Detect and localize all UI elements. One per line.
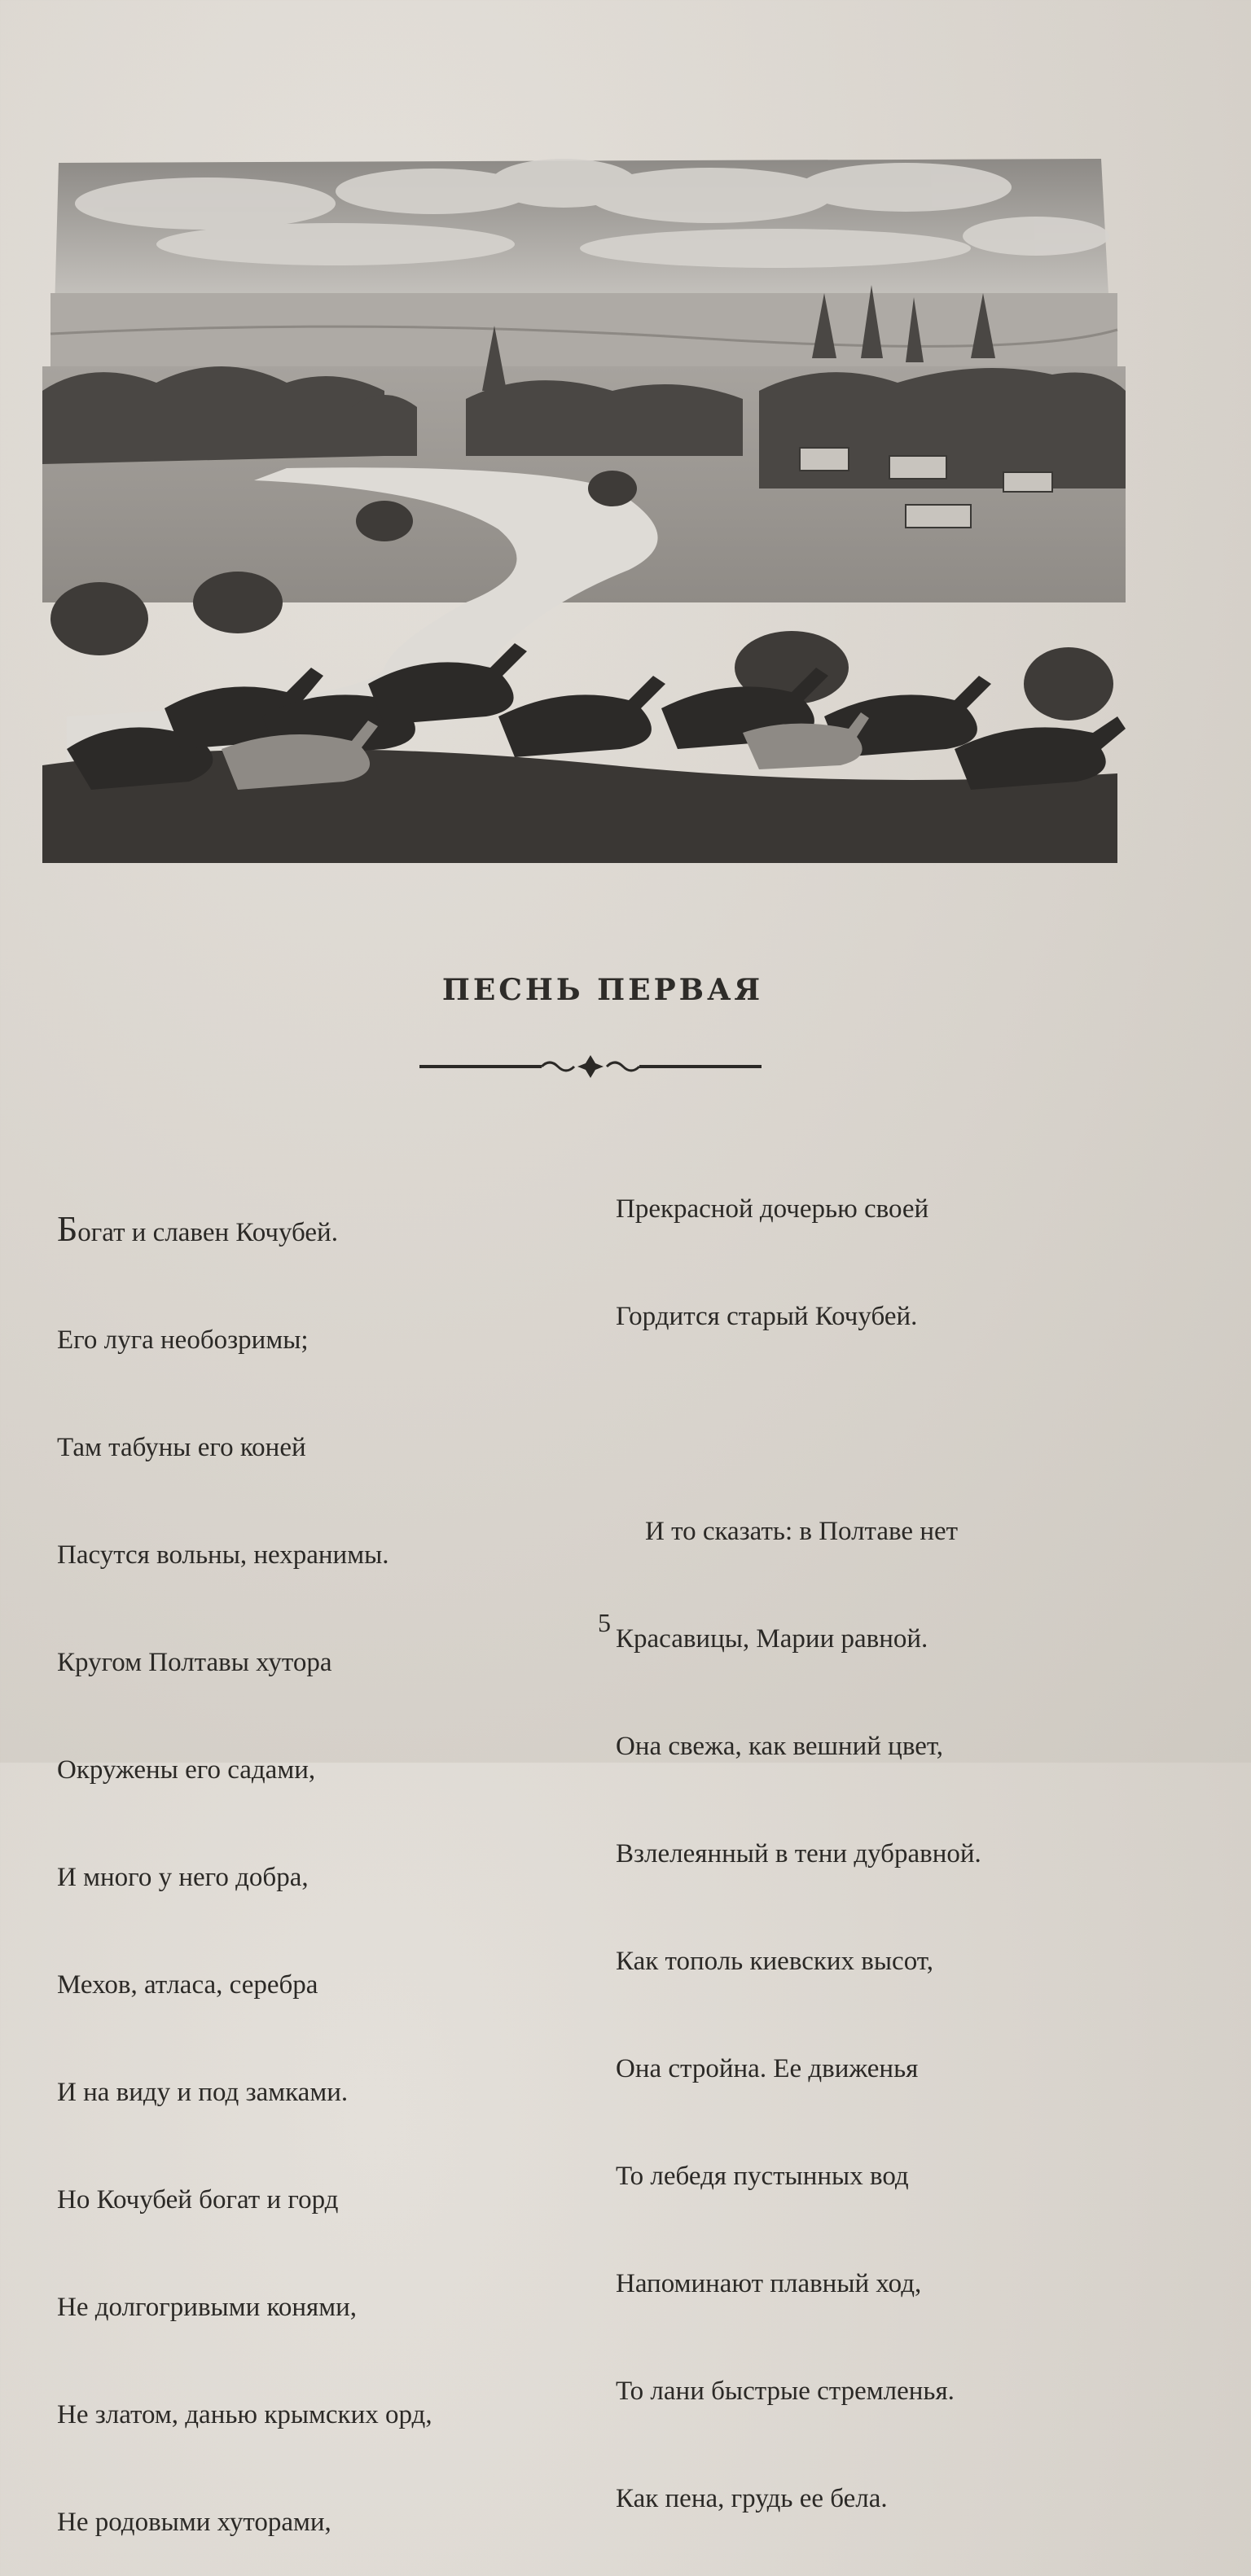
- poem-line: Не родовыми хуторами,: [57, 2508, 331, 2537]
- poem-line: Она стройна. Ее движенья: [616, 2054, 919, 2083]
- landscape-illustration: [42, 147, 1134, 863]
- poem-line: Богат и славен Кочубей.: [57, 1209, 338, 1249]
- poem-line: И на виду и под замками.: [57, 2078, 349, 2107]
- poem-line: И то сказать: в Полтаве нет: [645, 1517, 959, 1546]
- chapter-title: ПЕСНЬ ПЕРВАЯ: [441, 973, 764, 1007]
- poem-line: Как тополь киевских высот,: [616, 1947, 933, 1976]
- stanza-break: [616, 1406, 981, 1442]
- poem-line: И много у него добра,: [57, 1863, 309, 1892]
- poem-line: То лебедя пустынных вод: [616, 2162, 909, 2191]
- poem-line: Она свежа, как вешний цвет,: [616, 1732, 944, 1761]
- poem-right-column: [616, 1119, 981, 2552]
- poem-line: Прекрасной дочерью своей: [616, 1194, 929, 1224]
- poem-line: Мехов, атласа, серебра: [57, 1970, 318, 2000]
- poem-line: Взлелеянный в тени дубравной.: [616, 1839, 981, 1868]
- poem-line: То лани быстрые стремленья.: [616, 2377, 955, 2406]
- poem-line: Гордится старый Кочубей.: [616, 1302, 918, 1331]
- poem-line: Пасутся вольны, нехранимы.: [57, 1540, 389, 1570]
- poem-line: Там табуны его коней: [57, 1433, 306, 1462]
- poem-line: Окружены его садами,: [57, 1755, 316, 1785]
- ornament-divider: [419, 1050, 762, 1083]
- poem-line: Как пена, грудь ее бела.: [616, 2484, 888, 2513]
- poem-line: Напоминают плавный ход,: [616, 2269, 922, 2298]
- poem-line: Красавицы, Марии равной.: [616, 1624, 928, 1654]
- poem-line: Не долгогривыми конями,: [57, 2293, 357, 2322]
- poem-left-column: [57, 1140, 432, 2576]
- page-number: 5: [598, 1608, 611, 1637]
- poem-line: Кругом Полтавы хутора: [57, 1648, 332, 1677]
- poem-line: Не златом, данью крымских орд,: [57, 2400, 432, 2429]
- poem-line: Его луга необозримы;: [57, 1325, 309, 1355]
- poem-line: Но Кочубей богат и горд: [57, 2185, 339, 2215]
